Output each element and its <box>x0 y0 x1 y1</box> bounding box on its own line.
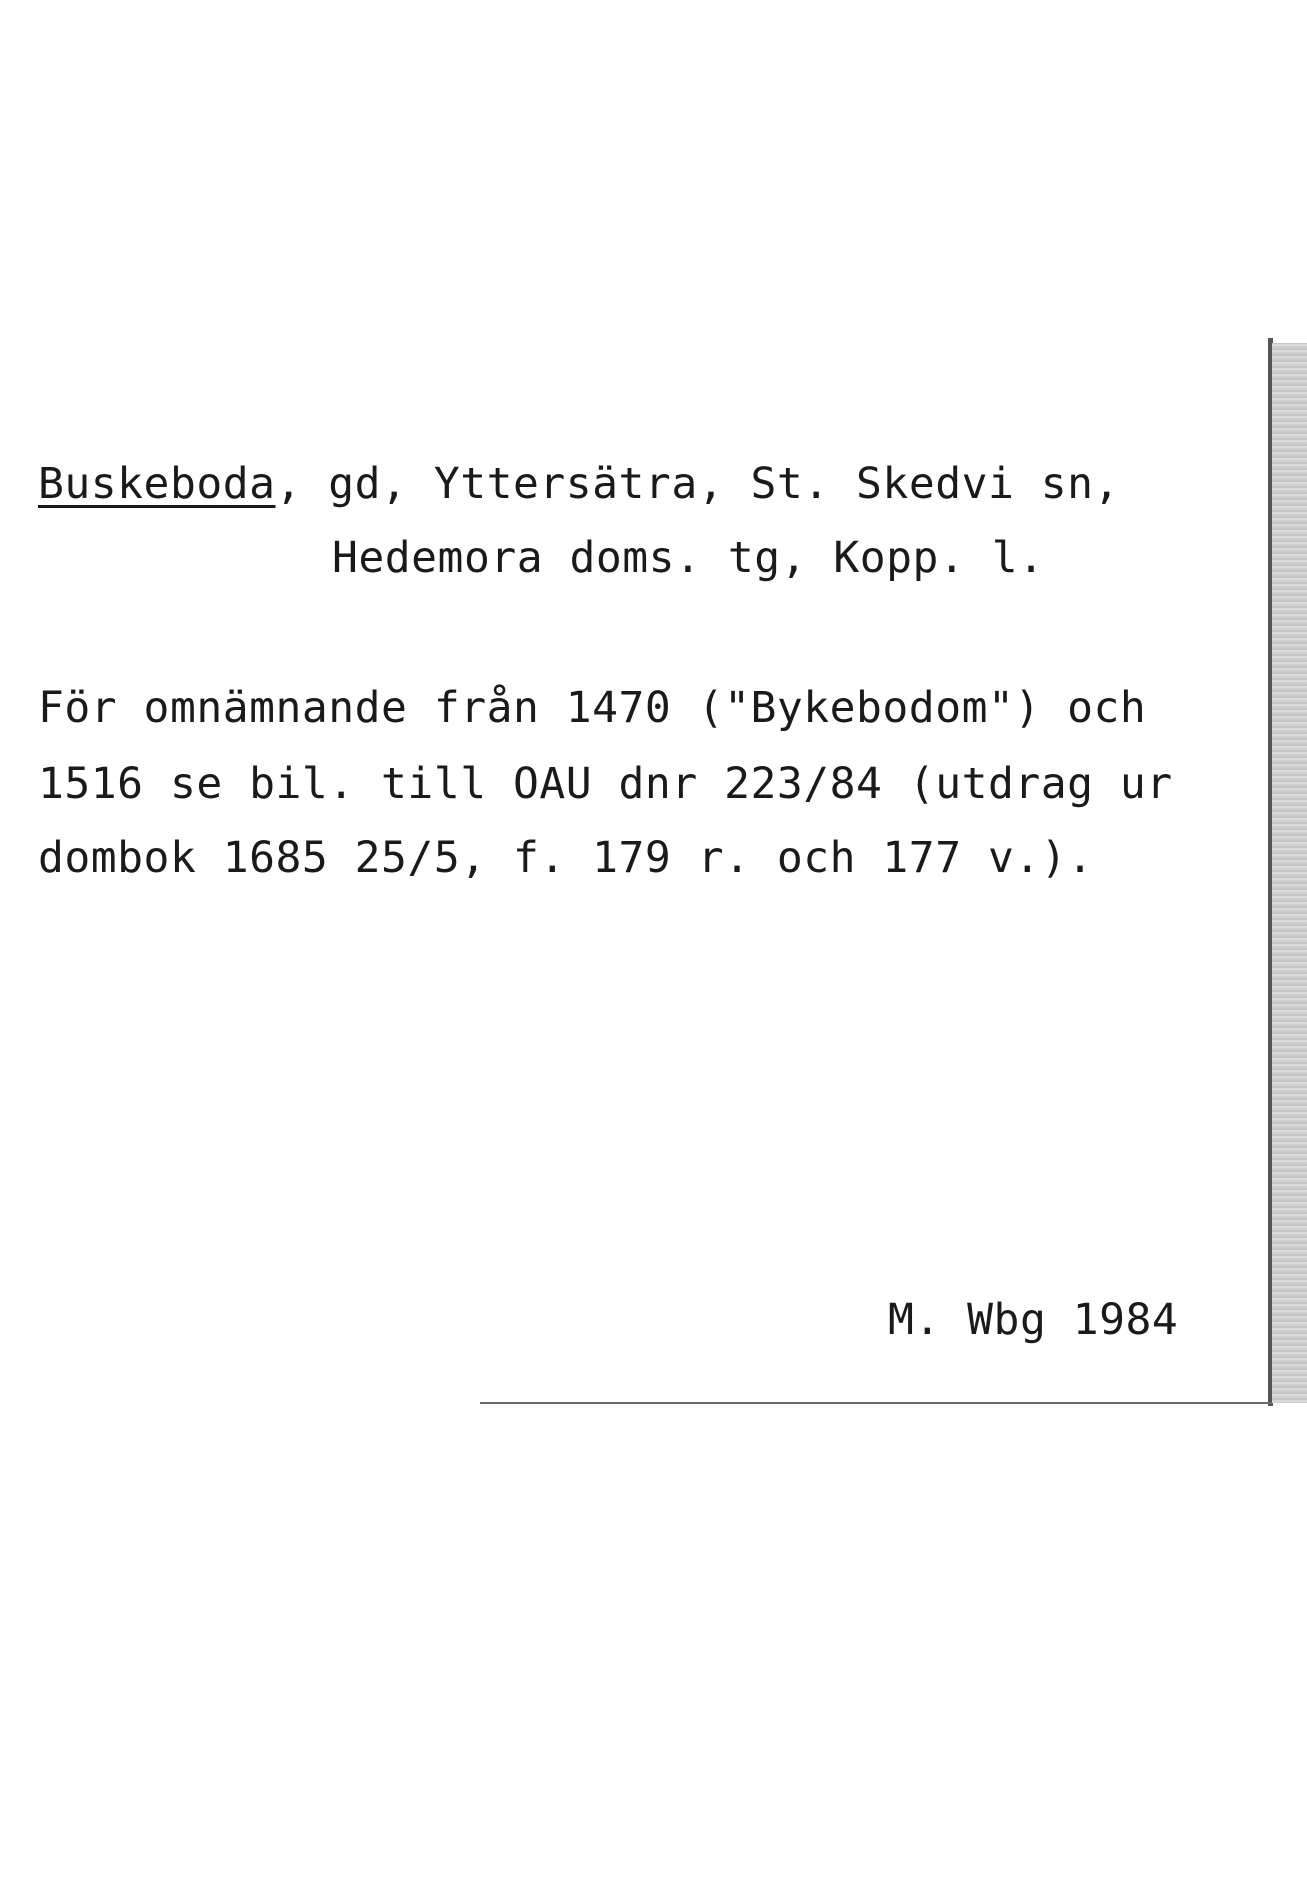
body-line-1: För omnämnande från 1470 ("Bykebodom") och <box>38 683 1147 733</box>
header-line-1 <box>38 459 1120 509</box>
header-line-2: Hedemora doms. tg, Kopp. l. <box>332 533 1045 583</box>
card-bottom-edge <box>480 1402 1272 1404</box>
signature: M. Wbg 1984 <box>888 1295 1179 1345</box>
headword: Buskeboda <box>38 459 276 509</box>
body-line-3: dombok 1685 25/5, f. 179 r. och 177 v.). <box>38 833 1094 883</box>
card-edge-shadow <box>1272 343 1307 1403</box>
header-line-1-rest: , gd, Yttersätra, St. Skedvi sn, <box>275 459 1120 509</box>
body-line-2: 1516 se bil. till OAU dnr 223/84 (utdrag ur <box>38 759 1173 809</box>
